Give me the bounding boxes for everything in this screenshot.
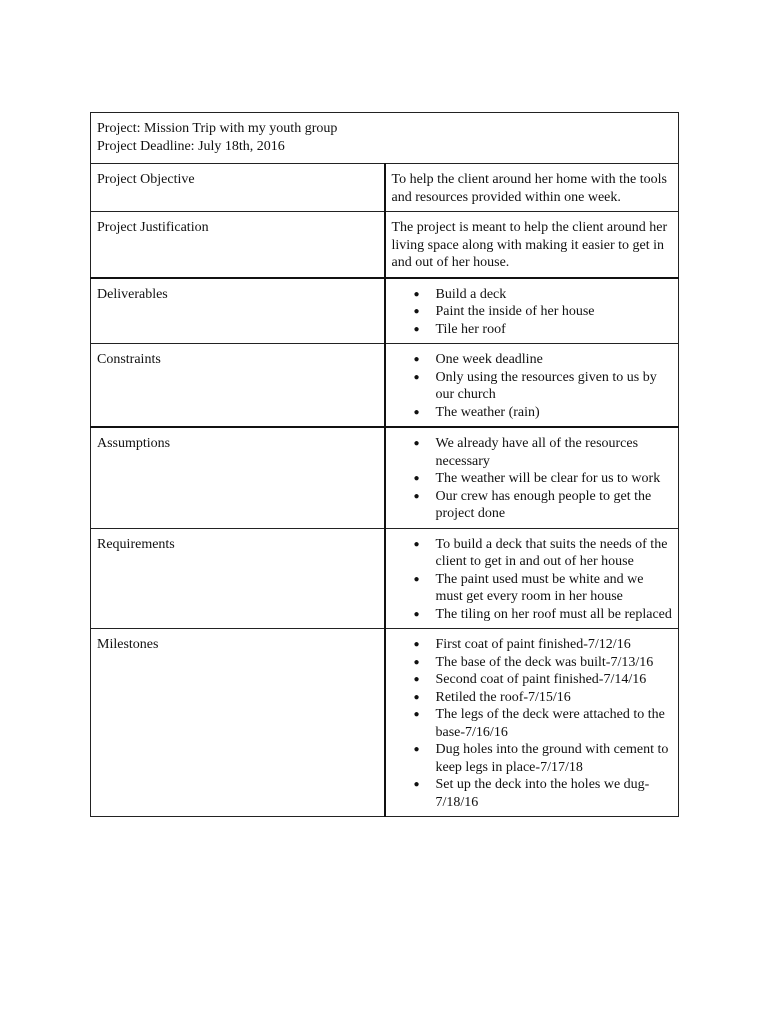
- list-item: ● Only using the resources given to us by our church: [436, 369, 673, 404]
- list-item: ● Dug holes into the ground with cement to keep legs in place-7/17/18: [436, 741, 673, 776]
- row-label: Milestones: [91, 629, 385, 817]
- row-value: [385, 629, 679, 817]
- list-item: ● The tiling on her roof must all be replaced: [436, 606, 673, 624]
- list-item: ● Tile her roof: [436, 321, 673, 339]
- list-item: ● The legs of the deck were attached to the base-7/16/16: [436, 706, 673, 741]
- list-item: ● Our crew has enough people to get the project done: [436, 488, 673, 523]
- row-value: [385, 528, 679, 629]
- list-item: ● The base of the deck was built-7/13/16: [436, 654, 673, 672]
- row-label: Project Objective: [91, 164, 385, 212]
- list-item: ● Build a deck: [436, 286, 673, 304]
- row-value: [385, 427, 679, 528]
- list-item: ● Set up the deck into the holes we dug-7/18/16: [436, 776, 673, 811]
- project-deadline: Project Deadline: July 18th, 2016: [97, 138, 285, 154]
- bullet-list: [392, 636, 673, 811]
- list-item: ● First coat of paint finished-7/12/16: [436, 636, 673, 654]
- list-item: ● One week deadline: [436, 351, 673, 369]
- row-label: Assumptions: [91, 427, 385, 528]
- row-value: [385, 344, 679, 428]
- bullet-list: [392, 435, 673, 523]
- header-row: [91, 113, 679, 164]
- row-constraints: [91, 344, 679, 428]
- list-item: ● Second coat of paint finished-7/14/16: [436, 671, 673, 689]
- row-project-justification: [91, 212, 679, 278]
- list-item: ● The weather (rain): [436, 404, 673, 422]
- row-value: The project is meant to help the client around her living space along with making it easier to get in and out of her house.: [385, 212, 679, 278]
- list-item: ● To build a deck that suits the needs of the client to get in and out of her house: [436, 536, 673, 571]
- row-project-objective: [91, 164, 679, 212]
- row-label: Project Justification: [91, 212, 385, 278]
- row-deliverables: [91, 278, 679, 344]
- bullet-list: [392, 351, 673, 421]
- list-item: ● Paint the inside of her house: [436, 303, 673, 321]
- list-item: ● Retiled the roof-7/15/16: [436, 689, 673, 707]
- project-title: Project: Mission Trip with my youth group: [97, 121, 338, 136]
- row-value: To help the client around her home with the tools and resources provided within one week.: [385, 164, 679, 212]
- list-item: ● We already have all of the resources necessary: [436, 435, 673, 470]
- bullet-list: [392, 286, 673, 339]
- row-requirements: [91, 528, 679, 629]
- row-assumptions: [91, 427, 679, 528]
- row-label: Requirements: [91, 528, 385, 629]
- row-label: Constraints: [91, 344, 385, 428]
- row-milestones: [91, 629, 679, 817]
- row-value: [385, 278, 679, 344]
- list-item: ● The weather will be clear for us to work: [436, 470, 673, 488]
- row-label: Deliverables: [91, 278, 385, 344]
- list-item: ● The paint used must be white and we must get every room in her house: [436, 571, 673, 606]
- project-header-cell: [91, 113, 679, 164]
- project-charter-table: [90, 112, 679, 817]
- bullet-list: [392, 536, 673, 624]
